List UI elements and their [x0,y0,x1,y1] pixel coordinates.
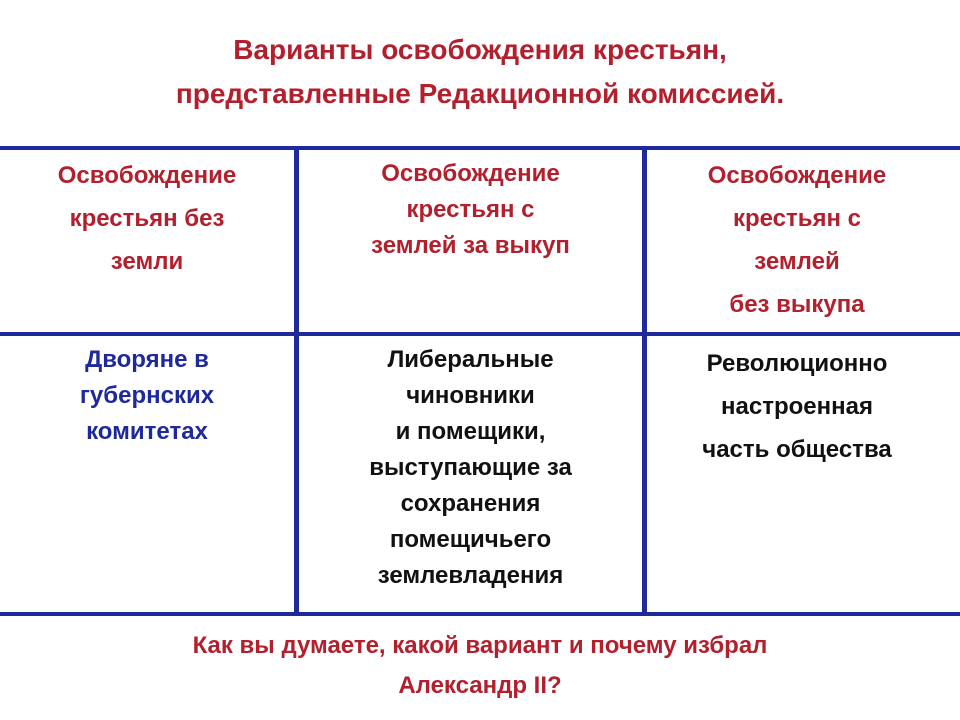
supporter-cell-revolutionaries [647,342,947,471]
supporter-cell-line: губернских [79,382,215,409]
question-line-2: Александр II? [398,672,562,699]
supporter-cell-line: Революционно [706,350,888,377]
header-cell-line: Освобождение [707,162,887,189]
header-cell-line: землей за выкуп [371,232,570,259]
header-cell-line: Освобождение [57,162,237,189]
slide-title [0,28,960,116]
table-border-top [0,146,960,150]
supporter-cell-line: и помещики, [395,418,546,445]
supporter-cell-line: Либеральные [387,346,554,373]
supporter-cell-line: землевладения [377,562,564,589]
header-cell-line: крестьян с [732,205,862,232]
title-line-2: представленные Редакционной комиссией. [175,78,785,109]
supporter-cell-liberal-officials [299,342,642,594]
supporter-cell-nobles [0,342,294,450]
supporter-cell-line: комитетах [86,418,208,445]
table-border-bottom [0,612,960,616]
header-cell-line: без выкупа [729,291,865,318]
supporter-cell-line: Дворяне в [85,346,209,373]
header-cell-land-without-ransom [647,154,947,326]
header-cell-line: землей [754,248,840,275]
header-cell-line: Освобождение [381,160,560,187]
supporter-cell-line: выступающие за [369,454,572,481]
supporter-cell-line: часть общества [702,436,892,463]
header-cell-land-with-ransom [299,156,642,264]
supporter-cell-line: чиновники [406,382,535,409]
header-cell-no-land [0,154,294,283]
header-cell-line: крестьян без [69,205,225,232]
header-cell-line: крестьян с [406,196,535,223]
title-line-1: Варианты освобождения крестьян, [233,34,727,65]
options-table [0,146,960,616]
header-cell-line: земли [110,248,184,275]
discussion-question [0,626,960,706]
question-line-1: Как вы думаете, какой вариант и почему избрал [192,632,768,659]
supporter-cell-line: сохранения [400,490,541,517]
table-border-middle [0,332,960,336]
supporter-cell-line: помещичьего [389,526,552,553]
supporter-cell-line: настроенная [721,393,873,420]
